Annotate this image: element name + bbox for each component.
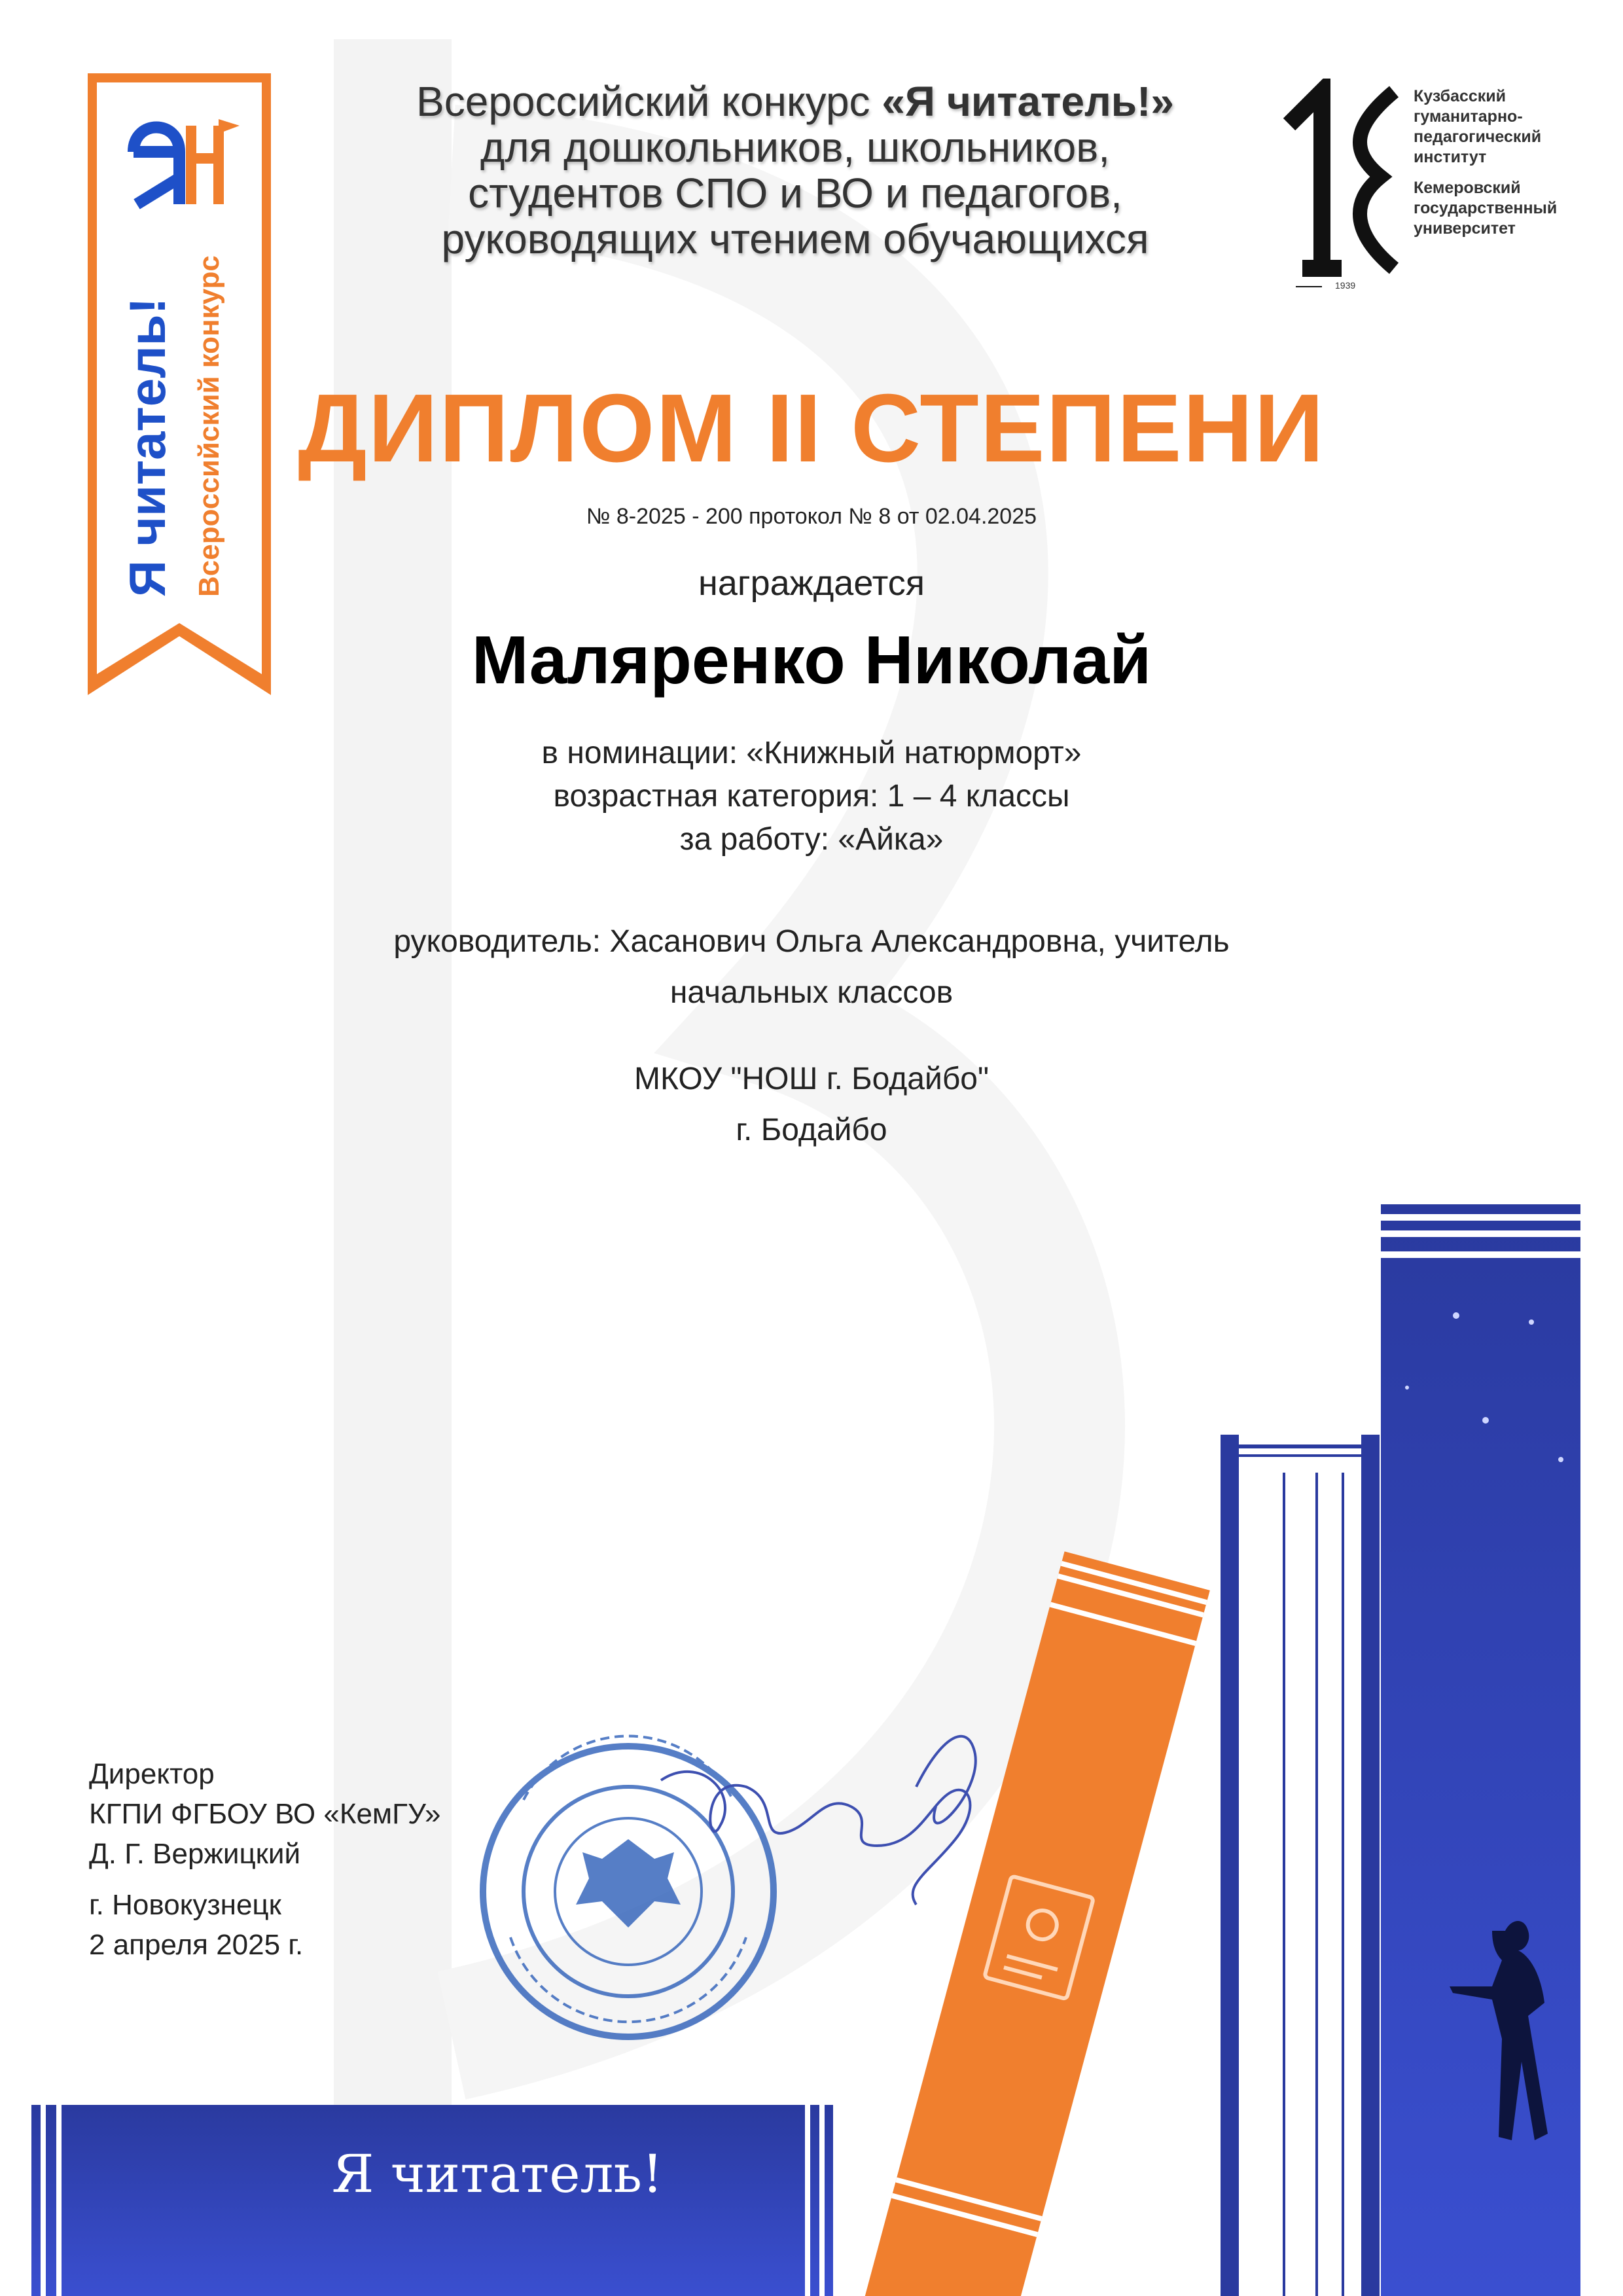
institution-line: институт [1414,148,1487,166]
ribbon-subtitle: Всероссийский конкурс [193,255,225,597]
director-role: Директор [89,1758,215,1790]
director-org: КГПИ ФГБОУ ВО «КемГУ» [89,1798,441,1830]
winner-name: Маляренко Николай [471,622,1152,698]
header-line1-prefix: Всероссийский конкурс [416,78,882,125]
work-title: за работу: «Айка» [679,822,944,857]
organization-city: г. Бодайбо [736,1113,887,1147]
institution-line: гуманитарно- [1414,107,1523,126]
awarded-label: награждается [698,564,925,603]
director-block [89,1754,440,1874]
university-line: университет [1414,219,1516,238]
diploma-title: ДИПЛОМ II СТЕПЕНИ [298,374,1325,482]
age-category: возрастная категория: 1 – 4 классы [553,779,1070,814]
issue-date: 2 апреля 2025 г. [89,1929,304,1961]
nomination: в номинации: «Книжный натюрморт» [541,736,1082,770]
official-stamp [483,1736,774,2037]
header-line4: руководящих чтением обучающихся [441,215,1149,262]
institution-line: педагогический [1414,128,1542,146]
organization-name: МКОУ "НОШ г. Бодайбо" [633,1062,990,1096]
issue-city: г. Новокузнецк [89,1889,281,1921]
white-striped-book [1221,1435,1380,2296]
university-line: Кемеровский [1414,179,1521,197]
leader-line2: начальных классов [669,975,954,1010]
founding-year: 1939 [1335,280,1356,291]
organization-block [0,1054,1623,1156]
leader-line1: руководитель: Хасанович Ольга Александровна, учитель [393,924,1230,959]
leader-block [327,916,1296,1018]
ribbon-title: Я читатель! [118,297,176,597]
contest-name: «Я читатель!» [882,78,1174,125]
nomination-block [0,732,1623,861]
institution-line: Кузбасский [1414,87,1507,105]
footer-book-title: Я читатель! [331,2144,664,2204]
place-date-block [89,1885,303,1965]
header-line3: студентов СПО и ВО и педагогов, [468,170,1122,217]
signature-icon [661,1736,976,1905]
tall-blue-book [1381,1204,1580,2296]
director-name: Д. Г. Вержицкий [89,1838,301,1870]
header-line2: для дошкольников, школьников, [480,124,1111,171]
books-illustration [0,1204,1623,2296]
institution-name [1414,86,1623,239]
contest-header [353,79,1237,262]
protocol-number: № 8-2025 - 200 протокол № 8 от 02.04.2025 [586,504,1037,529]
university-line: государственный [1414,199,1558,217]
orange-book [865,1551,1210,2296]
